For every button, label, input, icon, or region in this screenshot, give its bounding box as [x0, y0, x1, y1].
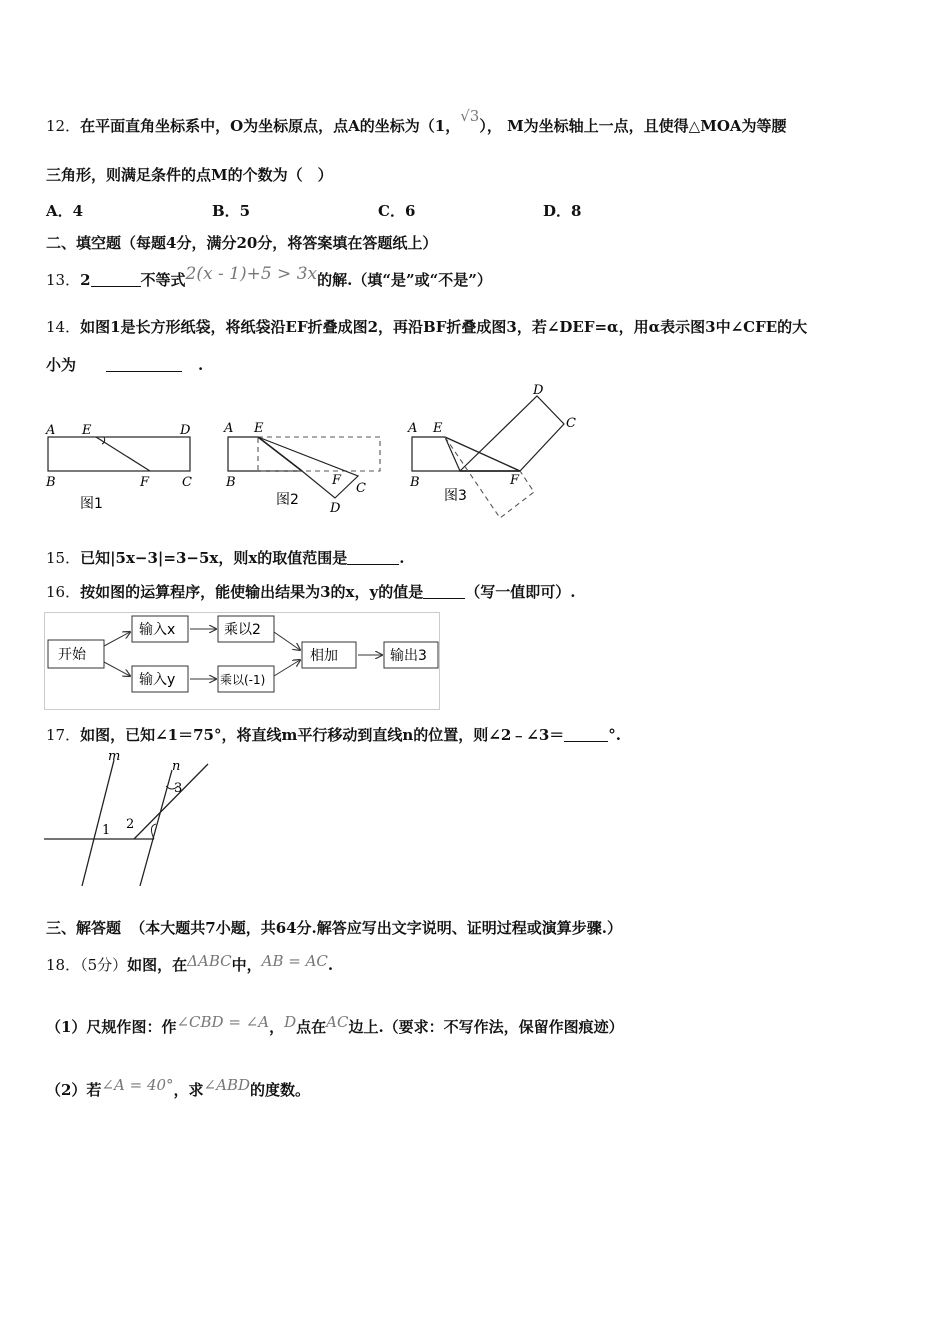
- fig3-label-e: E: [433, 421, 443, 436]
- q16-blank: [423, 584, 465, 599]
- fig2-caption: 图2: [276, 492, 299, 508]
- q18-part2: （2）若∠A = 40°，求∠ABD的度数。: [46, 1076, 311, 1099]
- fig3-label-a: A: [408, 421, 418, 436]
- fig1-label-c: C: [182, 475, 192, 490]
- section3-heading: 三、解答题 （本大题共7小题，共64分.解答应写出文字说明、证明过程或演算步骤.）: [46, 919, 623, 937]
- q12-option-c: C．6: [378, 202, 416, 220]
- fig2-label-b: B: [226, 475, 236, 490]
- flow-start: 开始: [58, 647, 86, 663]
- q13-inequality: 2(x - 1)+5 > 3x: [185, 264, 318, 284]
- q16-line: 16．按如图的运算程序，能使输出结果为3的x，y的值是 （写一值即可）.: [46, 583, 576, 601]
- flow-input-x: 输入x: [139, 622, 176, 638]
- fig1-caption: 图1: [80, 496, 103, 512]
- fig1-label-e: E: [82, 423, 92, 438]
- fig2-label-c: C: [356, 481, 366, 496]
- figure-1: [45, 423, 192, 512]
- q14-blank: [106, 357, 182, 372]
- fig2-label-f: F: [332, 473, 342, 488]
- q18-line: 18．（5分）如图，在ΔABC中，AB = AC.: [46, 952, 334, 974]
- q17-label-m: m: [108, 750, 121, 764]
- q17-figure: [44, 750, 224, 890]
- q12-option-b: B．5: [212, 202, 251, 220]
- fig3-label-b: B: [410, 475, 420, 490]
- fig1-label-b: B: [46, 475, 56, 490]
- q18-triangle: ΔABC: [187, 952, 232, 970]
- fig1-label-f: F: [140, 475, 150, 490]
- q18-angle-abd: ∠ABD: [203, 1076, 250, 1094]
- q13-blank: [91, 272, 141, 287]
- q17-blank: [564, 727, 608, 742]
- figure-2: [223, 421, 380, 516]
- q12-line2: 三角形，则满足条件的点M的个数为（ ）: [46, 166, 333, 184]
- flow-add: 相加: [310, 648, 338, 664]
- q18-angle-a: ∠A = 40°: [101, 1076, 174, 1094]
- q17-line: 17．如图，已知∠1＝75°，将直线m平行移动到直线n的位置，则∠2﹣∠3＝ °.: [46, 726, 621, 744]
- q18-ab-eq-ac: AB = AC: [261, 952, 328, 970]
- sqrt3: √3: [460, 107, 480, 125]
- q12-option-a: A．4: [46, 202, 84, 220]
- fig3-caption: 图3: [444, 488, 467, 504]
- q13-line: 13．2 不等式2(x - 1)+5 > 3x的解.（填“是”或“不是”）: [46, 264, 492, 289]
- q14-line1: 14．如图1是长方形纸袋，将纸袋沿EF折叠成图2，再沿BF折叠成图3，若∠DEF=α，用α表示图3中∠CFE的大: [46, 318, 808, 336]
- q17-label-n: n: [172, 759, 181, 774]
- figure-3: [407, 383, 576, 518]
- flow-output: 输出3: [390, 648, 427, 664]
- flow-multiply-2: 乘以2: [224, 622, 261, 638]
- q15-line: 15．已知|5x−3|=3−5x，则x的取值范围是 .: [46, 549, 405, 567]
- flow-multiply-neg1: 乘以(-1): [220, 673, 266, 687]
- q12-line1: 12．在平面直角坐标系中，O为坐标原点，点A的坐标为（1，√3）， M为坐标轴上一点，且使得△MOA为等腰: [46, 107, 787, 135]
- q17-label-3: 3: [174, 781, 183, 796]
- q14-line2: 小为 .: [46, 356, 204, 374]
- q12-option-d: D．8: [543, 202, 582, 220]
- section2-heading: 二、填空题（每题4分，满分20分，将答案填在答题纸上）: [46, 234, 438, 252]
- q14-figures: [40, 382, 600, 522]
- q15-blank: [347, 550, 399, 565]
- q18-part1: （1）尺规作图：作∠CBD = ∠A，D点在AC边上.（要求：不写作法，保留作图痕迹）: [46, 1013, 624, 1036]
- fig3-label-c: C: [566, 416, 576, 431]
- q18-angle-cbd: ∠CBD = ∠A: [176, 1013, 270, 1031]
- q12-number: 12．: [46, 117, 81, 135]
- fig1-label-a: A: [46, 423, 56, 438]
- flow-input-y: 输入y: [139, 672, 176, 688]
- fig1-label-d: D: [180, 423, 191, 438]
- fig3-label-f: F: [510, 473, 520, 488]
- fig2-label-a: A: [224, 421, 234, 436]
- fig2-label-e: E: [254, 421, 264, 436]
- fig3-label-d: D: [533, 383, 544, 398]
- fig2-label-d: D: [330, 501, 341, 516]
- q16-flowchart: [44, 612, 440, 710]
- q17-label-1: 1: [102, 823, 111, 838]
- q17-label-2: 2: [126, 817, 135, 832]
